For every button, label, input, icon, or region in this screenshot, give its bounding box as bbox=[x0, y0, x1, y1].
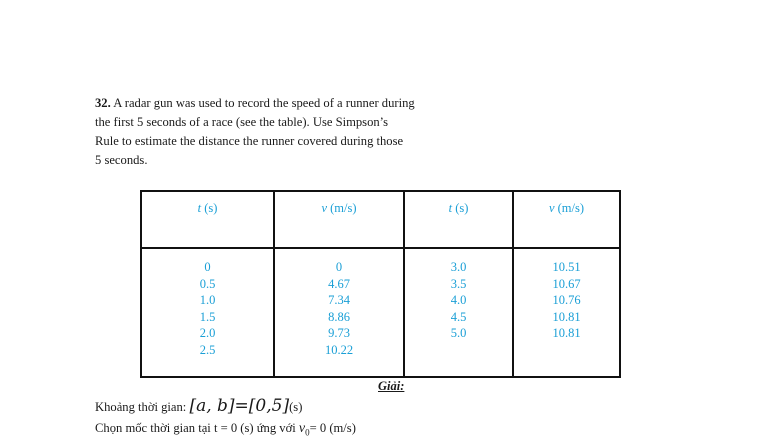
solution-heading: Giải: bbox=[378, 379, 405, 393]
problem-line-3: Rule to estimate the distance the runner covered during those bbox=[95, 134, 404, 148]
table-cell: 10.81 bbox=[552, 309, 581, 324]
table-cell: 4.5 bbox=[450, 309, 467, 324]
problem-line-1: 32. A radar gun was used to record the speed of a runner during bbox=[95, 96, 415, 110]
origin-value: = 0 (m/s) bbox=[309, 421, 356, 435]
speed-table bbox=[140, 190, 621, 378]
interval-line bbox=[95, 396, 302, 416]
table-cell: 10.51 bbox=[552, 260, 581, 274]
table-cell: 10.22 bbox=[324, 342, 354, 357]
table-cell: 10.67 bbox=[552, 276, 581, 291]
origin-sub: 0 bbox=[305, 427, 310, 438]
column-v-2 bbox=[513, 248, 620, 377]
table-body-row bbox=[141, 248, 620, 377]
origin-var: v bbox=[298, 421, 306, 436]
table-header-row bbox=[141, 191, 620, 248]
table-cell: 9.73 bbox=[328, 326, 350, 341]
table-cell: 0 bbox=[335, 260, 343, 274]
table-cell: 1.5 bbox=[199, 309, 216, 324]
table-cell: 8.86 bbox=[328, 309, 350, 324]
table-cell: 2.0 bbox=[199, 326, 216, 341]
problem-statement bbox=[95, 94, 495, 170]
column-t-2 bbox=[404, 248, 513, 377]
table-cell: 2.5 bbox=[199, 342, 216, 357]
header-v-2: v (m/s) bbox=[513, 191, 620, 248]
column-v-1 bbox=[274, 248, 404, 377]
header-t-2: t (s) bbox=[404, 191, 513, 248]
interval-label: Khoảng thời gian: bbox=[95, 400, 187, 414]
table-cell: 1.0 bbox=[199, 293, 216, 308]
table-cell: 5.0 bbox=[450, 326, 467, 341]
column-t-1 bbox=[141, 248, 274, 377]
problem-line-2: the first 5 seconds of a race (see the table). Use Simpson’s bbox=[95, 115, 389, 129]
interval-unit: (s) bbox=[289, 400, 303, 414]
table-cell: 3.5 bbox=[450, 276, 467, 291]
table-cell: 10.81 bbox=[552, 326, 581, 341]
problem-line-4: 5 seconds. bbox=[95, 153, 148, 167]
table-cell: 7.34 bbox=[328, 293, 350, 308]
table-cell: 0.5 bbox=[199, 276, 216, 291]
origin-text: Chọn mốc thời gian tại t = 0 (s) ứng với bbox=[95, 421, 296, 435]
header-t-1: t (s) bbox=[141, 191, 274, 248]
table-cell: 0 bbox=[204, 260, 211, 274]
problem-number: 32. bbox=[95, 96, 111, 110]
table-cell: 3.0 bbox=[450, 260, 467, 274]
table-cell: 4.67 bbox=[328, 276, 350, 291]
interval-expression: [a, b]=[0,5] bbox=[189, 396, 290, 416]
table-cell: 10.76 bbox=[552, 293, 581, 308]
header-v-1: v (m/s) bbox=[274, 191, 404, 248]
origin-line bbox=[95, 421, 356, 438]
table-cell: 4.0 bbox=[450, 293, 467, 308]
